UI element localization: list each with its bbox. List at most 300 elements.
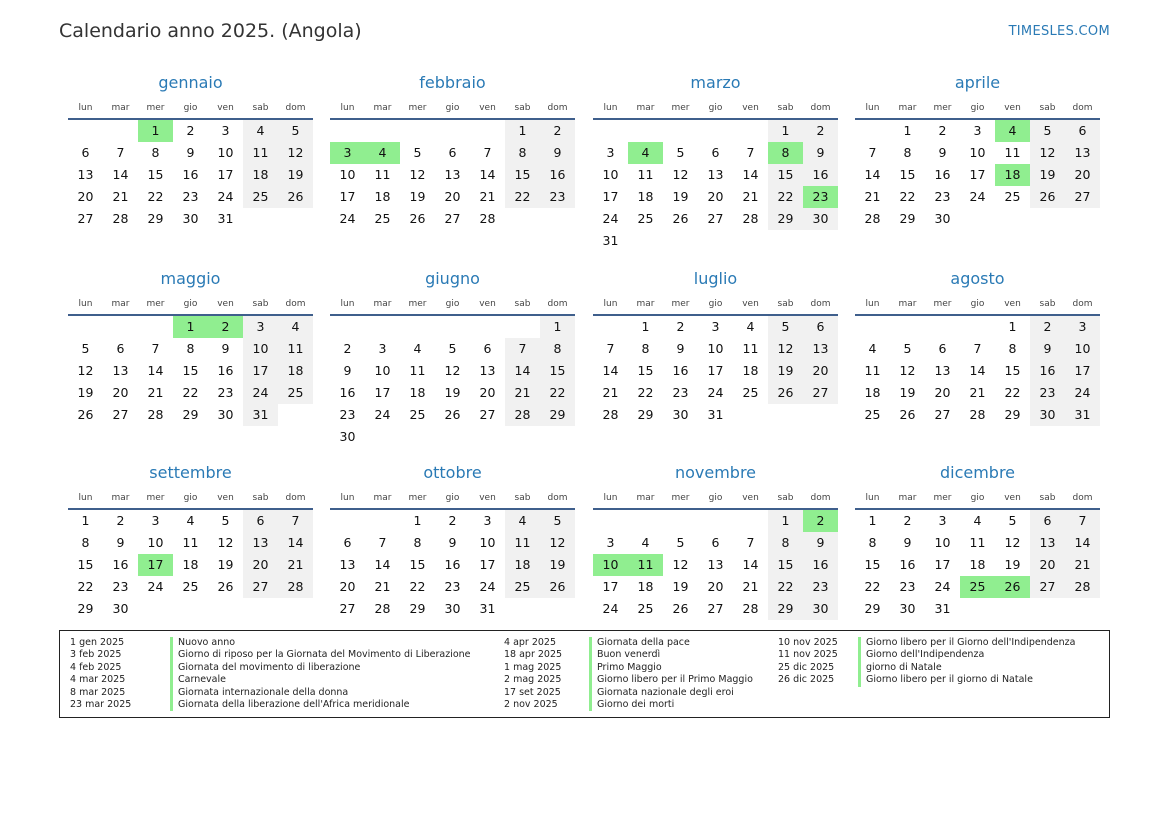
day-cell[interactable]: 16 [112,557,129,572]
day-cell[interactable]: 30 [803,208,838,230]
day-cell[interactable]: 12 [278,142,313,164]
day-cell[interactable]: 20 [339,579,356,594]
day-cell[interactable]: 4 [413,341,422,356]
day-cell[interactable]: 23 [934,189,951,204]
day-cell[interactable]: 1 [413,513,422,528]
day-cell[interactable]: 29 [768,598,803,620]
day-cell[interactable]: 25 [637,211,654,226]
day-cell[interactable]: 16 [803,164,838,186]
day-cell[interactable]: 17 [707,363,724,378]
day-cell[interactable]: 3 [711,319,720,334]
day-cell[interactable]: 2 [938,123,947,138]
day-cell[interactable]: 19 [1030,164,1065,186]
day-cell[interactable]: 25 [278,382,313,404]
day-cell[interactable]: 9 [448,535,457,550]
day-cell[interactable]: 15 [147,167,164,182]
day-cell[interactable]: 2 [903,513,912,528]
day-cell[interactable]: 14 [1065,532,1100,554]
day-cell[interactable]: 14 [969,363,986,378]
day-cell[interactable]: 18 [374,189,391,204]
day-cell[interactable]: 6 [448,145,457,160]
day-cell[interactable]: 28 [374,601,391,616]
day-cell[interactable]: 8 [81,535,90,550]
day-cell[interactable]: 25 [182,579,199,594]
day-cell[interactable]: 27 [243,576,278,598]
day-cell[interactable]: 17 [374,385,391,400]
day-cell[interactable]: 18 [182,557,199,572]
day-cell[interactable]: 7 [378,535,387,550]
day-cell[interactable]: 3 [973,123,982,138]
day-cell[interactable]: 20 [1065,164,1100,186]
day-cell[interactable]: 7 [505,338,540,360]
day-cell[interactable]: 10 [147,535,164,550]
day-cell[interactable]: 22 [768,186,803,208]
day-cell[interactable]: 3 [151,513,160,528]
day-cell[interactable]: 7 [116,145,125,160]
day-cell[interactable]: 24 [602,601,619,616]
day-cell[interactable]: 24 [934,579,951,594]
day-cell[interactable]: 15 [409,557,426,572]
day-cell[interactable]: 24 [707,385,724,400]
day-cell[interactable]: 17 [1065,360,1100,382]
day-cell[interactable]: 12 [540,532,575,554]
day-cell[interactable]: 19 [768,360,803,382]
day-cell[interactable]: 28 [742,601,759,616]
day-cell[interactable]: 29 [899,211,916,226]
day-cell[interactable]: 22 [505,186,540,208]
day-cell[interactable]: 20 [112,385,129,400]
day-cell[interactable]: 20 [934,385,951,400]
day-cell[interactable]: 20 [707,579,724,594]
day-cell[interactable]: 12 [1030,142,1065,164]
day-cell[interactable]: 23 [217,385,234,400]
day-cell[interactable]: 16 [339,385,356,400]
day-cell[interactable]: 17 [339,189,356,204]
day-cell[interactable]: 28 [1065,576,1100,598]
holiday-day-cell[interactable]: 26 [995,576,1030,598]
day-cell[interactable]: 27 [803,382,838,404]
day-cell[interactable]: 10 [969,145,986,160]
day-cell[interactable]: 20 [803,360,838,382]
brand-link[interactable]: TIMESLES.COM [1008,24,1110,39]
day-cell[interactable]: 1 [81,513,90,528]
day-cell[interactable]: 10 [707,341,724,356]
day-cell[interactable]: 18 [742,363,759,378]
day-cell[interactable]: 4 [186,513,195,528]
day-cell[interactable]: 23 [803,576,838,598]
day-cell[interactable]: 15 [505,164,540,186]
holiday-day-cell[interactable]: 4 [995,120,1030,142]
day-cell[interactable]: 7 [606,341,615,356]
day-cell[interactable]: 5 [1008,513,1017,528]
day-cell[interactable]: 1 [540,316,575,338]
day-cell[interactable]: 2 [186,123,195,138]
day-cell[interactable]: 28 [278,576,313,598]
day-cell[interactable]: 4 [746,319,755,334]
day-cell[interactable]: 15 [540,360,575,382]
day-cell[interactable]: 29 [409,601,426,616]
day-cell[interactable]: 13 [479,363,496,378]
holiday-day-cell[interactable]: 8 [768,142,803,164]
day-cell[interactable]: 22 [1004,385,1021,400]
day-cell[interactable]: 12 [1004,535,1021,550]
day-cell[interactable]: 22 [768,576,803,598]
day-cell[interactable]: 17 [602,579,619,594]
day-cell[interactable]: 31 [217,211,234,226]
holiday-day-cell[interactable]: 11 [628,554,663,576]
day-cell[interactable]: 18 [969,557,986,572]
day-cell[interactable]: 24 [243,382,278,404]
day-cell[interactable]: 29 [77,601,94,616]
day-cell[interactable]: 18 [409,385,426,400]
day-cell[interactable]: 14 [742,167,759,182]
day-cell[interactable]: 6 [711,535,720,550]
day-cell[interactable]: 16 [217,363,234,378]
day-cell[interactable]: 16 [540,164,575,186]
day-cell[interactable]: 26 [768,382,803,404]
day-cell[interactable]: 2 [343,341,352,356]
holiday-day-cell[interactable]: 1 [138,120,173,142]
day-cell[interactable]: 27 [1065,186,1100,208]
day-cell[interactable]: 28 [602,407,619,422]
day-cell[interactable]: 19 [444,385,461,400]
day-cell[interactable]: 11 [864,363,881,378]
day-cell[interactable]: 14 [374,557,391,572]
day-cell[interactable]: 4 [278,316,313,338]
day-cell[interactable]: 19 [540,554,575,576]
day-cell[interactable]: 26 [672,601,689,616]
day-cell[interactable]: 10 [217,145,234,160]
day-cell[interactable]: 22 [899,189,916,204]
day-cell[interactable]: 16 [1030,360,1065,382]
day-cell[interactable]: 1 [868,513,877,528]
day-cell[interactable]: 30 [339,429,356,444]
day-cell[interactable]: 21 [602,385,619,400]
day-cell[interactable]: 19 [77,385,94,400]
day-cell[interactable]: 10 [934,535,951,550]
day-cell[interactable]: 15 [637,363,654,378]
day-cell[interactable]: 13 [77,167,94,182]
day-cell[interactable]: 6 [116,341,125,356]
day-cell[interactable]: 24 [602,211,619,226]
day-cell[interactable]: 9 [540,142,575,164]
day-cell[interactable]: 13 [1065,142,1100,164]
day-cell[interactable]: 3 [938,513,947,528]
day-cell[interactable]: 24 [339,211,356,226]
day-cell[interactable]: 11 [243,142,278,164]
day-cell[interactable]: 14 [505,360,540,382]
day-cell[interactable]: 7 [1065,510,1100,532]
day-cell[interactable]: 4 [505,510,540,532]
day-cell[interactable]: 21 [278,554,313,576]
day-cell[interactable]: 21 [374,579,391,594]
day-cell[interactable]: 6 [81,145,90,160]
day-cell[interactable]: 3 [243,316,278,338]
day-cell[interactable]: 29 [864,601,881,616]
day-cell[interactable]: 17 [602,189,619,204]
day-cell[interactable]: 27 [444,211,461,226]
day-cell[interactable]: 7 [868,145,877,160]
day-cell[interactable]: 19 [409,189,426,204]
day-cell[interactable]: 31 [707,407,724,422]
day-cell[interactable]: 13 [1030,532,1065,554]
day-cell[interactable]: 30 [899,601,916,616]
day-cell[interactable]: 19 [1004,557,1021,572]
day-cell[interactable]: 31 [1065,404,1100,426]
day-cell[interactable]: 28 [742,211,759,226]
day-cell[interactable]: 28 [969,407,986,422]
day-cell[interactable]: 23 [540,186,575,208]
day-cell[interactable]: 15 [1004,363,1021,378]
day-cell[interactable]: 2 [676,319,685,334]
day-cell[interactable]: 14 [742,557,759,572]
day-cell[interactable]: 21 [864,189,881,204]
day-cell[interactable]: 5 [413,145,422,160]
day-cell[interactable]: 29 [768,208,803,230]
day-cell[interactable]: 26 [1030,186,1065,208]
day-cell[interactable]: 25 [864,407,881,422]
day-cell[interactable]: 18 [637,189,654,204]
day-cell[interactable]: 25 [243,186,278,208]
day-cell[interactable]: 5 [81,341,90,356]
day-cell[interactable]: 11 [374,167,391,182]
day-cell[interactable]: 25 [409,407,426,422]
day-cell[interactable]: 23 [182,189,199,204]
day-cell[interactable]: 5 [768,316,803,338]
day-cell[interactable]: 8 [540,338,575,360]
day-cell[interactable]: 18 [637,579,654,594]
day-cell[interactable]: 6 [1030,510,1065,532]
day-cell[interactable]: 30 [182,211,199,226]
day-cell[interactable]: 8 [186,341,195,356]
day-cell[interactable]: 8 [641,341,650,356]
day-cell[interactable]: 11 [182,535,199,550]
day-cell[interactable]: 21 [505,382,540,404]
day-cell[interactable]: 8 [903,145,912,160]
day-cell[interactable]: 1 [505,120,540,142]
day-cell[interactable]: 13 [934,363,951,378]
holiday-day-cell[interactable]: 2 [208,316,243,338]
day-cell[interactable]: 26 [899,407,916,422]
day-cell[interactable]: 20 [444,189,461,204]
day-cell[interactable]: 9 [676,341,685,356]
day-cell[interactable]: 27 [1030,576,1065,598]
day-cell[interactable]: 5 [1030,120,1065,142]
day-cell[interactable]: 1 [768,120,803,142]
day-cell[interactable]: 21 [479,189,496,204]
day-cell[interactable]: 7 [746,535,755,550]
day-cell[interactable]: 26 [217,579,234,594]
day-cell[interactable]: 6 [483,341,492,356]
day-cell[interactable]: 19 [217,557,234,572]
day-cell[interactable]: 21 [742,189,759,204]
day-cell[interactable]: 28 [864,211,881,226]
day-cell[interactable]: 22 [540,382,575,404]
day-cell[interactable]: 29 [1004,407,1021,422]
holiday-day-cell[interactable]: 10 [593,554,628,576]
day-cell[interactable]: 22 [182,385,199,400]
day-cell[interactable]: 16 [803,554,838,576]
day-cell[interactable]: 27 [707,601,724,616]
day-cell[interactable]: 15 [899,167,916,182]
day-cell[interactable]: 23 [899,579,916,594]
day-cell[interactable]: 5 [903,341,912,356]
day-cell[interactable]: 30 [1030,404,1065,426]
day-cell[interactable]: 11 [278,338,313,360]
day-cell[interactable]: 29 [182,407,199,422]
day-cell[interactable]: 14 [278,532,313,554]
day-cell[interactable]: 26 [444,407,461,422]
day-cell[interactable]: 7 [278,510,313,532]
day-cell[interactable]: 24 [969,189,986,204]
holiday-day-cell[interactable]: 25 [960,576,995,598]
day-cell[interactable]: 22 [77,579,94,594]
day-cell[interactable]: 12 [672,557,689,572]
day-cell[interactable]: 3 [606,535,615,550]
day-cell[interactable]: 9 [1030,338,1065,360]
day-cell[interactable]: 20 [707,189,724,204]
day-cell[interactable]: 3 [221,123,230,138]
day-cell[interactable]: 13 [444,167,461,182]
day-cell[interactable]: 13 [707,167,724,182]
day-cell[interactable]: 25 [1004,189,1021,204]
day-cell[interactable]: 18 [243,164,278,186]
day-cell[interactable]: 5 [221,513,230,528]
day-cell[interactable]: 23 [444,579,461,594]
day-cell[interactable]: 23 [339,407,356,422]
day-cell[interactable]: 4 [868,341,877,356]
day-cell[interactable]: 16 [934,167,951,182]
day-cell[interactable]: 26 [77,407,94,422]
day-cell[interactable]: 10 [374,363,391,378]
day-cell[interactable]: 13 [707,557,724,572]
day-cell[interactable]: 10 [602,167,619,182]
day-cell[interactable]: 31 [602,233,619,248]
day-cell[interactable]: 2 [116,513,125,528]
day-cell[interactable]: 23 [112,579,129,594]
day-cell[interactable]: 1 [641,319,650,334]
day-cell[interactable]: 23 [1030,382,1065,404]
day-cell[interactable]: 19 [899,385,916,400]
day-cell[interactable]: 27 [707,211,724,226]
day-cell[interactable]: 25 [505,576,540,598]
day-cell[interactable]: 12 [672,167,689,182]
day-cell[interactable]: 11 [505,532,540,554]
day-cell[interactable]: 25 [637,601,654,616]
day-cell[interactable]: 2 [448,513,457,528]
day-cell[interactable]: 7 [973,341,982,356]
day-cell[interactable]: 8 [868,535,877,550]
day-cell[interactable]: 9 [938,145,947,160]
day-cell[interactable]: 5 [676,145,685,160]
holiday-day-cell[interactable]: 18 [995,164,1030,186]
day-cell[interactable]: 5 [540,510,575,532]
day-cell[interactable]: 31 [243,404,278,426]
day-cell[interactable]: 10 [243,338,278,360]
day-cell[interactable]: 1 [903,123,912,138]
day-cell[interactable]: 6 [1065,120,1100,142]
day-cell[interactable]: 15 [768,554,803,576]
day-cell[interactable]: 23 [672,385,689,400]
day-cell[interactable]: 17 [217,167,234,182]
day-cell[interactable]: 10 [1065,338,1100,360]
day-cell[interactable]: 3 [1065,316,1100,338]
day-cell[interactable]: 30 [217,407,234,422]
day-cell[interactable]: 17 [969,167,986,182]
day-cell[interactable]: 3 [378,341,387,356]
day-cell[interactable]: 14 [112,167,129,182]
day-cell[interactable]: 22 [637,385,654,400]
day-cell[interactable]: 27 [934,407,951,422]
day-cell[interactable]: 4 [641,535,650,550]
day-cell[interactable]: 5 [448,341,457,356]
day-cell[interactable]: 31 [934,601,951,616]
day-cell[interactable]: 24 [374,407,391,422]
day-cell[interactable]: 12 [899,363,916,378]
holiday-day-cell[interactable]: 1 [173,316,208,338]
day-cell[interactable]: 30 [803,598,838,620]
day-cell[interactable]: 27 [77,211,94,226]
day-cell[interactable]: 25 [742,385,759,400]
day-cell[interactable]: 11 [969,535,986,550]
day-cell[interactable]: 14 [147,363,164,378]
day-cell[interactable]: 18 [278,360,313,382]
day-cell[interactable]: 31 [479,601,496,616]
day-cell[interactable]: 20 [243,554,278,576]
day-cell[interactable]: 2 [803,120,838,142]
day-cell[interactable]: 24 [147,579,164,594]
day-cell[interactable]: 21 [1065,554,1100,576]
day-cell[interactable]: 4 [973,513,982,528]
holiday-day-cell[interactable]: 3 [330,142,365,164]
day-cell[interactable]: 13 [339,557,356,572]
day-cell[interactable]: 8 [151,145,160,160]
day-cell[interactable]: 9 [343,363,352,378]
day-cell[interactable]: 7 [746,145,755,160]
day-cell[interactable]: 30 [934,211,951,226]
day-cell[interactable]: 20 [1030,554,1065,576]
day-cell[interactable]: 8 [1008,341,1017,356]
day-cell[interactable]: 14 [479,167,496,182]
holiday-day-cell[interactable]: 2 [803,510,838,532]
day-cell[interactable]: 29 [540,404,575,426]
day-cell[interactable]: 9 [803,142,838,164]
day-cell[interactable]: 18 [505,554,540,576]
day-cell[interactable]: 19 [672,189,689,204]
day-cell[interactable]: 30 [112,601,129,616]
day-cell[interactable]: 15 [182,363,199,378]
day-cell[interactable]: 21 [147,385,164,400]
day-cell[interactable]: 6 [711,145,720,160]
holiday-day-cell[interactable]: 17 [138,554,173,576]
day-cell[interactable]: 26 [278,186,313,208]
day-cell[interactable]: 27 [112,407,129,422]
day-cell[interactable]: 27 [479,407,496,422]
day-cell[interactable]: 29 [147,211,164,226]
day-cell[interactable]: 12 [217,535,234,550]
day-cell[interactable]: 1 [768,510,803,532]
day-cell[interactable]: 8 [413,535,422,550]
day-cell[interactable]: 26 [672,211,689,226]
day-cell[interactable]: 9 [803,532,838,554]
day-cell[interactable]: 20 [479,385,496,400]
day-cell[interactable]: 5 [676,535,685,550]
day-cell[interactable]: 12 [444,363,461,378]
day-cell[interactable]: 9 [186,145,195,160]
day-cell[interactable]: 28 [479,211,496,226]
day-cell[interactable]: 6 [803,316,838,338]
day-cell[interactable]: 1 [1008,319,1017,334]
